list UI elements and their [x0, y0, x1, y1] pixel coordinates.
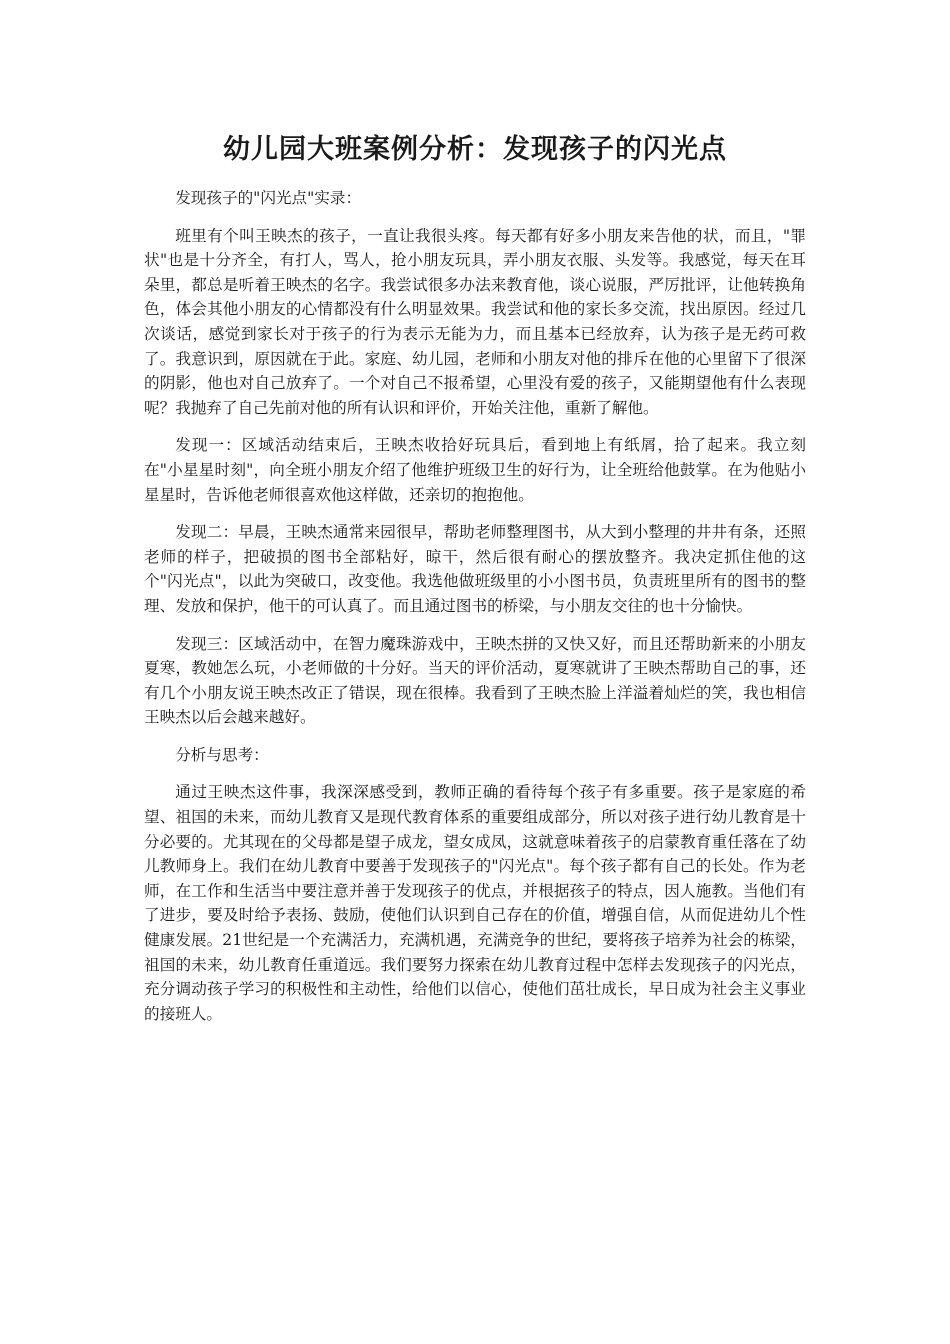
discovery-three-paragraph: 发现三：区域活动中，在智力魔珠游戏中，王映杰拼的又快又好，而且还帮助新来的小朋友夏寒，教她怎么玩，小老师做的十分好。当天的评价活动，夏寒就讲了王映杰帮助自己的事，还有几个小朋友说王映杰改正了错误，现在很棒。我看到了王映杰脸上洋溢着灿烂的笑，我也相信王映杰以后会越来越好。	[144, 634, 806, 727]
discovery-one-paragraph: 发现一：区域活动结束后，王映杰收拾好玩具后，看到地上有纸屑，拾了起来。我立刻在"小星星时刻"，向全班小朋友介绍了他维护班级卫生的好行为，让全班给他鼓掌。在为他贴小星星时，告诉他老师很喜欢他这样做，还亲切的抱抱他。	[144, 436, 806, 504]
analysis-heading: 分析与思考：	[175, 745, 269, 764]
intro-heading: 发现孩子的"闪光点"实录：	[175, 189, 362, 207]
document-title: 幼儿园大班案例分析：发现孩子的闪光点	[223, 134, 727, 165]
body-paragraph: 班里有个叫王映杰的孩子，一直让我很头疼。每天都有好多小朋友来告他的状，而且，"罪状"也是十分齐全，有打人，骂人，抢小朋友玩具，弄小朋友衣服、头发等。我感觉，每天在耳朵里，都总是听着王映杰的名字。我尝试很多办法来教育他，谈心说服，严厉批评，让他转换角色，体会其他小朋友的心情都没有什么明显效果。我尝试和他的家长多交流，找出原因。经过几次谈话，感觉到家长对于孩子的行为表示无能为力，而且基本已经放弃，认为孩子是无药可救了。我意识到，原因就在于此。家庭、幼儿园，老师和小朋友对他的排斥在他的心里留下了很深的阴影，他也对自己放弃了。一个对自己不报希望，心里没有爱的孩子，又能期望他有什么表现呢？我抛弃了自己先前对他的所有认识和评价，开始关注他，重新了解他。	[144, 226, 806, 417]
document-page	[144, 130, 806, 1039]
discovery-two-paragraph: 发现二：早晨，王映杰通常来园很早，帮助老师整理图书，从大到小整理的井井有条，还照老师的样子，把破损的图书全部粘好，晾干，然后很有耐心的摆放整齐。我决定抓住他的这个"闪光点"，以此为突破口，改变他。我选他做班级里的小小图书员，负责班里所有的图书的整理、发放和保护，他干的可认真了。而且通过图书的桥梁，与小朋友交往的也十分愉快。	[144, 523, 806, 615]
analysis-paragraph: 通过王映杰这件事，我深深感受到，教师正确的看待每个孩子有多重要。孩子是家庭的希望、祖国的未来，而幼儿教育又是现代教育体系的重要组成部分，所以对孩子进行幼儿教育是十分必要的。尤其现在的父母都是望子成龙，望女成凤，这就意味着孩子的启蒙教育重任落在了幼儿教师身上。我们在幼儿教育中要善于发现孩子的"闪光点"。每个孩子都有自己的长处。作为老师，在工作和生活当中要注意并善于发现孩子的优点，并根据孩子的特点，因人施教。当他们有了进步，要及时给予表扬、鼓励，使他们认识到自己存在的价值，增强自信，从而促进幼儿个性健康发展。21世纪是一个充满活力，充满机遇，充满竞争的世纪，要将孩子培养为社会的栋梁，祖国的未来，幼儿教育任重道远。我们要努力探索在幼儿教育过程中怎样去发现孩子的闪光点，充分调动孩子学习的积极性和主动性，给他们以信心，使他们茁壮成长，早日成为社会主义事业的接班人。	[144, 783, 806, 1023]
